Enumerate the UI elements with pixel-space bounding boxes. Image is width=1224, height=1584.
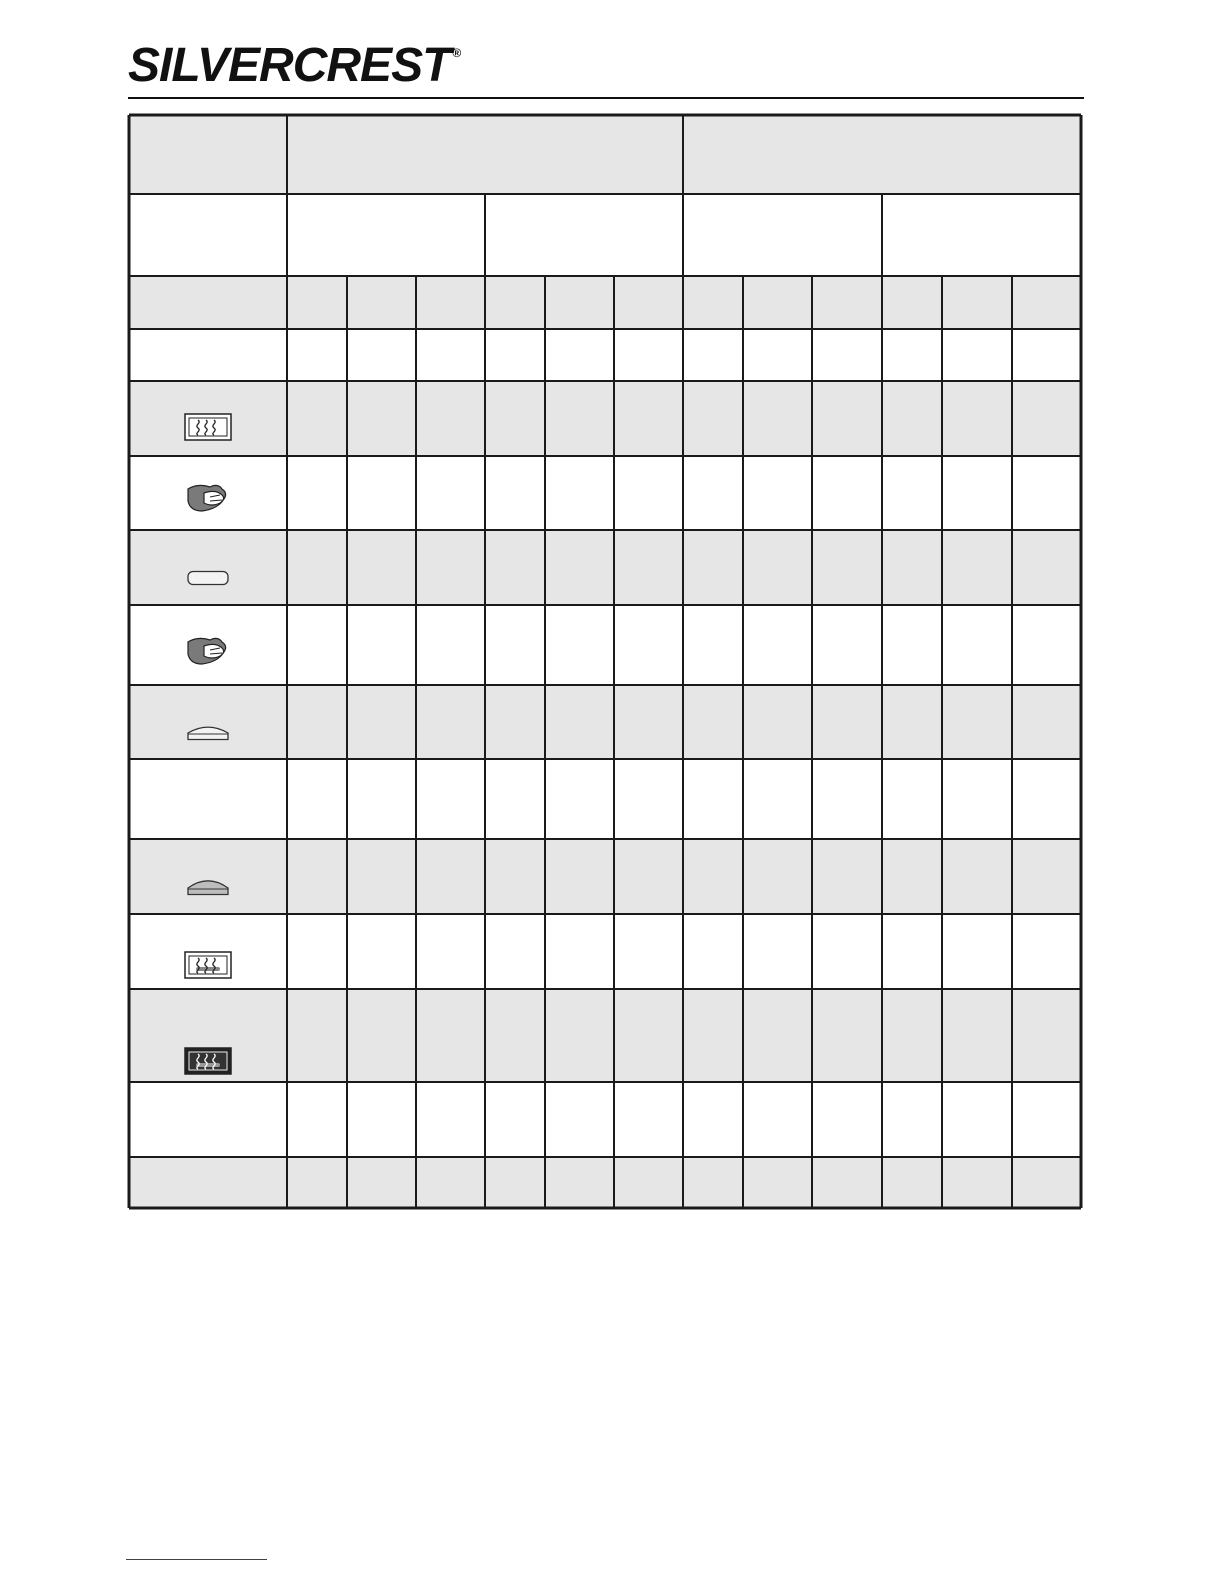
table-row-shade <box>129 685 1081 759</box>
table-row-shade <box>129 115 1081 194</box>
table-row-shade <box>129 1157 1081 1208</box>
toast-light-icon <box>188 572 228 585</box>
oven-heat-food-icon <box>185 952 231 978</box>
table-row-shade <box>129 530 1081 605</box>
table-row-shade <box>129 839 1081 914</box>
table-row-shade <box>129 381 1081 456</box>
logo-word-crest: CREST <box>292 39 451 92</box>
cloth-hand-icon <box>188 485 226 511</box>
cloth-hand-icon <box>188 638 226 664</box>
footnote-rule <box>126 1559 267 1560</box>
table-row-shade <box>129 989 1081 1082</box>
registered-mark: ® <box>452 46 461 60</box>
oven-heat-icon <box>185 414 231 440</box>
table-row-shade <box>129 276 1081 329</box>
oven-heat-food-dark-icon <box>185 1048 231 1074</box>
logo-word-silver: SILVER <box>128 39 293 92</box>
